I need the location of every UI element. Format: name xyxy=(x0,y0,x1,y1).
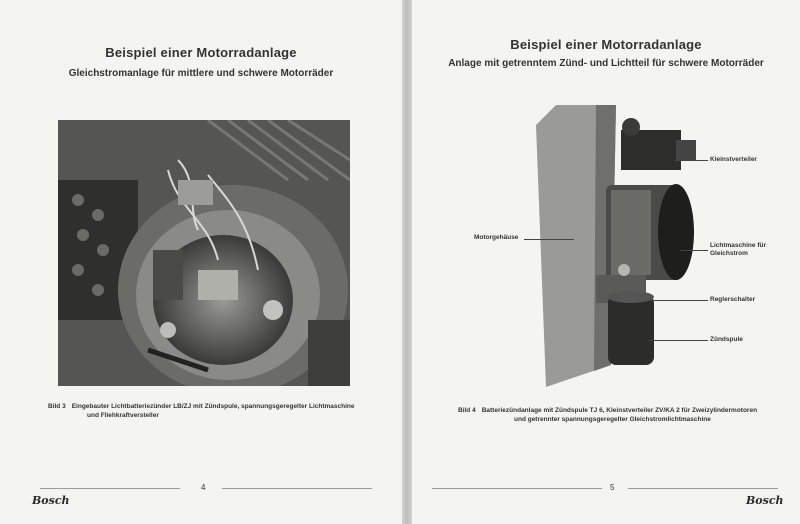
right-caption-line1: Batteriezündanlage mit Zündspule TJ 6, Kleinstverteiler ZV/KA 2 für Zweizylindermotoren xyxy=(481,407,758,414)
left-caption-number: Bild 3 xyxy=(48,403,66,410)
label-kleinstverteiler: Kleinstverteiler xyxy=(710,156,757,163)
left-caption-line2: und Fliehkraftversteller xyxy=(87,412,159,419)
label-lichtmaschine-line2: Gleichstrom xyxy=(710,250,748,257)
leader-lichtmaschine xyxy=(680,250,708,251)
motor-illustration xyxy=(58,120,350,386)
leader-motorgehaeuse xyxy=(524,239,574,240)
right-page-title: Beispiel einer Motorradanlage xyxy=(510,37,702,52)
label-reglerschalter: Reglerschalter xyxy=(710,296,756,303)
leader-reglerschalter xyxy=(648,300,708,301)
right-footer-rule-b xyxy=(628,488,778,489)
right-caption-line2: und getrennter spannungsgeregelter Gleichstromlichtmaschine xyxy=(514,416,711,423)
left-footer-rule-b xyxy=(222,488,372,489)
left-caption-line1: Eingebauter Lichtbatteriezünder LB/ZJ mit Zündspule, spannungsgeregelter Lichtmaschine xyxy=(71,403,355,410)
right-caption xyxy=(458,406,757,415)
right-page-number: 5 xyxy=(610,483,615,492)
label-zuendspule: Zündspule xyxy=(710,336,743,343)
bosch-logo-left: Bosch xyxy=(32,494,70,507)
leader-zuendspule xyxy=(648,340,708,341)
label-motorgehaeuse: Motorgehäuse xyxy=(474,234,519,241)
label-lichtmaschine-line1: Lichtmaschine für xyxy=(710,242,766,249)
ignition-system-photo xyxy=(536,105,706,390)
right-caption-number: Bild 4 xyxy=(458,407,476,414)
right-page xyxy=(412,0,800,524)
motor-photo xyxy=(58,120,350,386)
bosch-logo-right: Bosch xyxy=(746,494,784,507)
ignition-illustration xyxy=(536,105,706,390)
leader-kleinstverteiler xyxy=(674,160,708,161)
left-page-title: Beispiel einer Motorradanlage xyxy=(105,45,297,60)
left-page-number: 4 xyxy=(201,483,206,492)
left-caption xyxy=(48,402,355,411)
right-page-subtitle: Anlage mit getrenntem Zünd- und Lichtteil für schwere Motorräder xyxy=(448,58,764,69)
left-page-subtitle: Gleichstromanlage für mittlere und schwere Motorräder xyxy=(68,68,334,79)
book-gutter xyxy=(402,0,412,524)
right-footer-rule-a xyxy=(432,488,602,489)
left-footer-rule-a xyxy=(40,488,180,489)
